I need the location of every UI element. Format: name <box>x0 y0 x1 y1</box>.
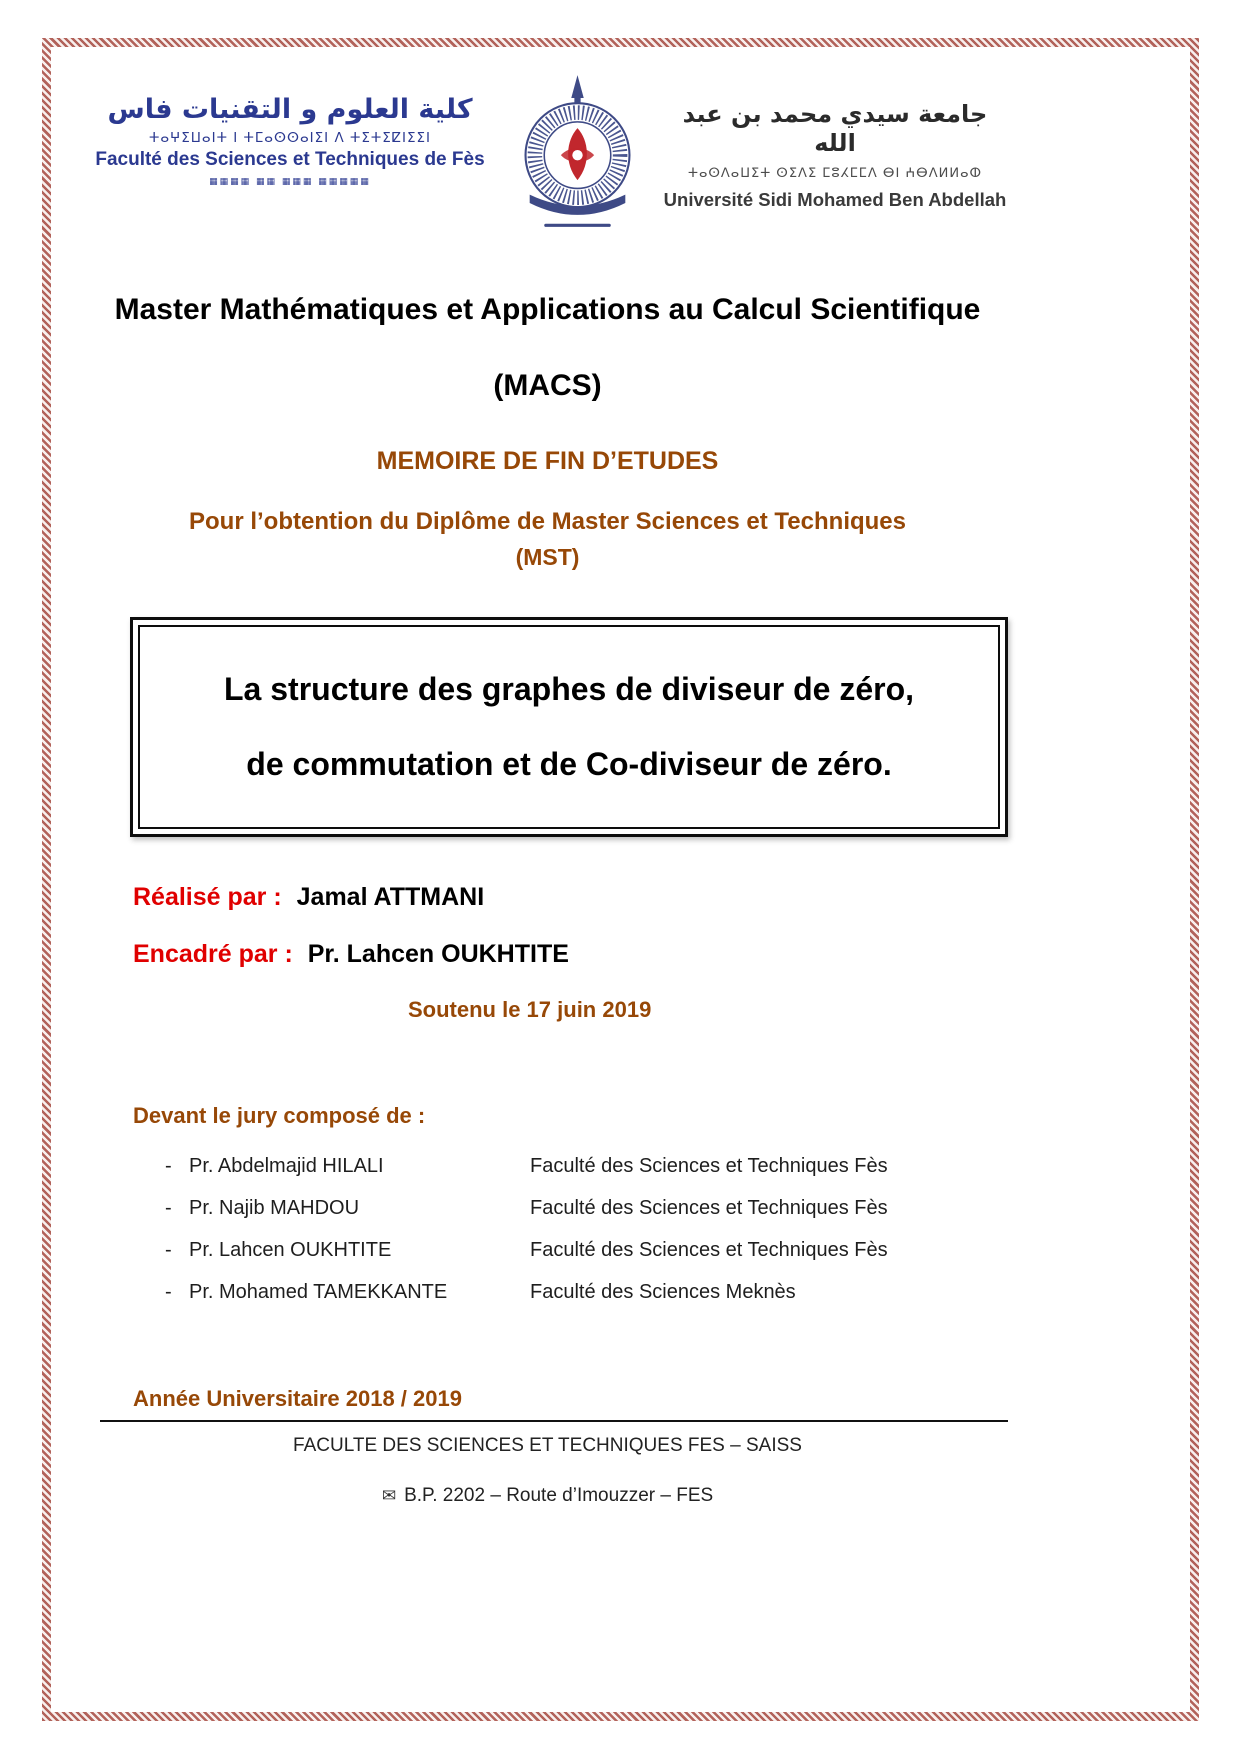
university-logo <box>515 72 640 235</box>
jury-row <box>165 1155 1010 1178</box>
faculty-name-french: Faculté des Sciences et Techniques de Fès <box>95 149 485 171</box>
jury-member-affiliation: Faculté des Sciences et Techniques Fès <box>530 1197 888 1219</box>
thesis-title-box-inner <box>138 625 1000 829</box>
encadre-label: Encadré par : <box>133 940 293 968</box>
academic-year-line: Année Universitaire 2018 / 2019 <box>133 1386 462 1411</box>
jury-bullet: - <box>165 1155 172 1177</box>
university-name-arabic: جامعة سيدي محمد بن عبد الله <box>682 100 988 157</box>
footer-faculty-line: FACULTE DES SCIENCES ET TECHNIQUES FES – SAISS <box>293 1435 802 1456</box>
thesis-title-line2: de commutation et de Co-diviseur de zéro. <box>246 746 892 782</box>
jury-member-name: Pr. Najib MAHDOU <box>189 1197 360 1219</box>
faculty-name-arabic: كلية العلوم و التقنيات فاس <box>107 94 473 125</box>
jury-member-affiliation: Faculté des Sciences et Techniques Fès <box>530 1155 888 1177</box>
university-name-french: Université Sidi Mohamed Ben Abdellah <box>663 188 1007 210</box>
realise-label: Réalisé par : <box>133 883 282 911</box>
memoire-heading: MEMOIRE DE FIN D’ETUDES <box>376 447 719 475</box>
jury-list <box>165 1155 1010 1304</box>
footer-address-text: B.P. 2202 – Route d’Imouzzer – FES <box>404 1485 714 1506</box>
faculty-name-tifinagh: ⵜⴰⵖⵉⵡⴰⵏⵜ ⵏ ⵜⵎⴰⵙⵙⴰⵏⵉⵏ ⴷ ⵜⵉⵜⵉⵇⵏⵉⵉⵏ <box>148 130 432 147</box>
realise-name: Jamal ATTMANI <box>296 883 485 911</box>
jury-bullet: - <box>165 1239 172 1261</box>
credits-block <box>133 883 1010 1023</box>
jury-member-affiliation: Faculté des Sciences Meknès <box>530 1281 796 1303</box>
university-name-tifinagh: ⵜⴰⵙⴷⴰⵡⵉⵜ ⵙⵉⴷⵉ ⵎⵓⵃⵎⵎⴷ ⴱⵏ ⵄⴱⴷⵍⵍⴰⵀ <box>687 165 983 181</box>
footer-address-line <box>85 1485 1010 1507</box>
jury-member-name: Pr. Lahcen OUKHTITE <box>189 1239 392 1261</box>
jury-member-name: Pr. Mohamed TAMEKKANTE <box>189 1281 448 1303</box>
university-seal-icon <box>515 72 640 230</box>
page-header <box>85 72 1010 235</box>
jury-bullet: - <box>165 1281 172 1303</box>
thesis-title-box <box>130 617 1008 837</box>
mailbox-icon: ✉ <box>381 1486 397 1506</box>
realise-line <box>133 883 1010 912</box>
jury-row <box>165 1239 1010 1262</box>
program-title: Master Mathématiques et Applications au Calcul Scientifique <box>114 293 981 326</box>
program-acronym: (MACS) <box>493 369 602 402</box>
page-content <box>85 72 1010 1507</box>
jury-bullet: - <box>165 1197 172 1219</box>
jury-row <box>165 1197 1010 1220</box>
jury-member-name: Pr. Abdelmajid HILALI <box>189 1155 384 1177</box>
jury-heading: Devant le jury composé de : <box>133 1103 426 1128</box>
thesis-title-line1: La structure des graphes de diviseur de zéro, <box>224 671 914 707</box>
jury-row <box>165 1281 1010 1304</box>
mst-heading: (MST) <box>515 544 580 570</box>
obtention-heading: Pour l’obtention du Diplôme de Master Sciences et Techniques <box>188 508 906 535</box>
soutenance-line: Soutenu le 17 juin 2019 <box>408 997 652 1022</box>
faculty-contact-symbols: ▦▦▦▦ ▦▦ ▦▦▦ ▦▦▦▦▦ <box>209 177 371 188</box>
faculty-identity-block <box>85 72 495 187</box>
footer-divider <box>100 1420 1008 1422</box>
jury-member-affiliation: Faculté des Sciences et Techniques Fès <box>530 1239 888 1261</box>
university-identity-block <box>660 72 1010 211</box>
encadre-line <box>133 940 1010 969</box>
encadre-name: Pr. Lahcen OUKHTITE <box>307 940 569 968</box>
